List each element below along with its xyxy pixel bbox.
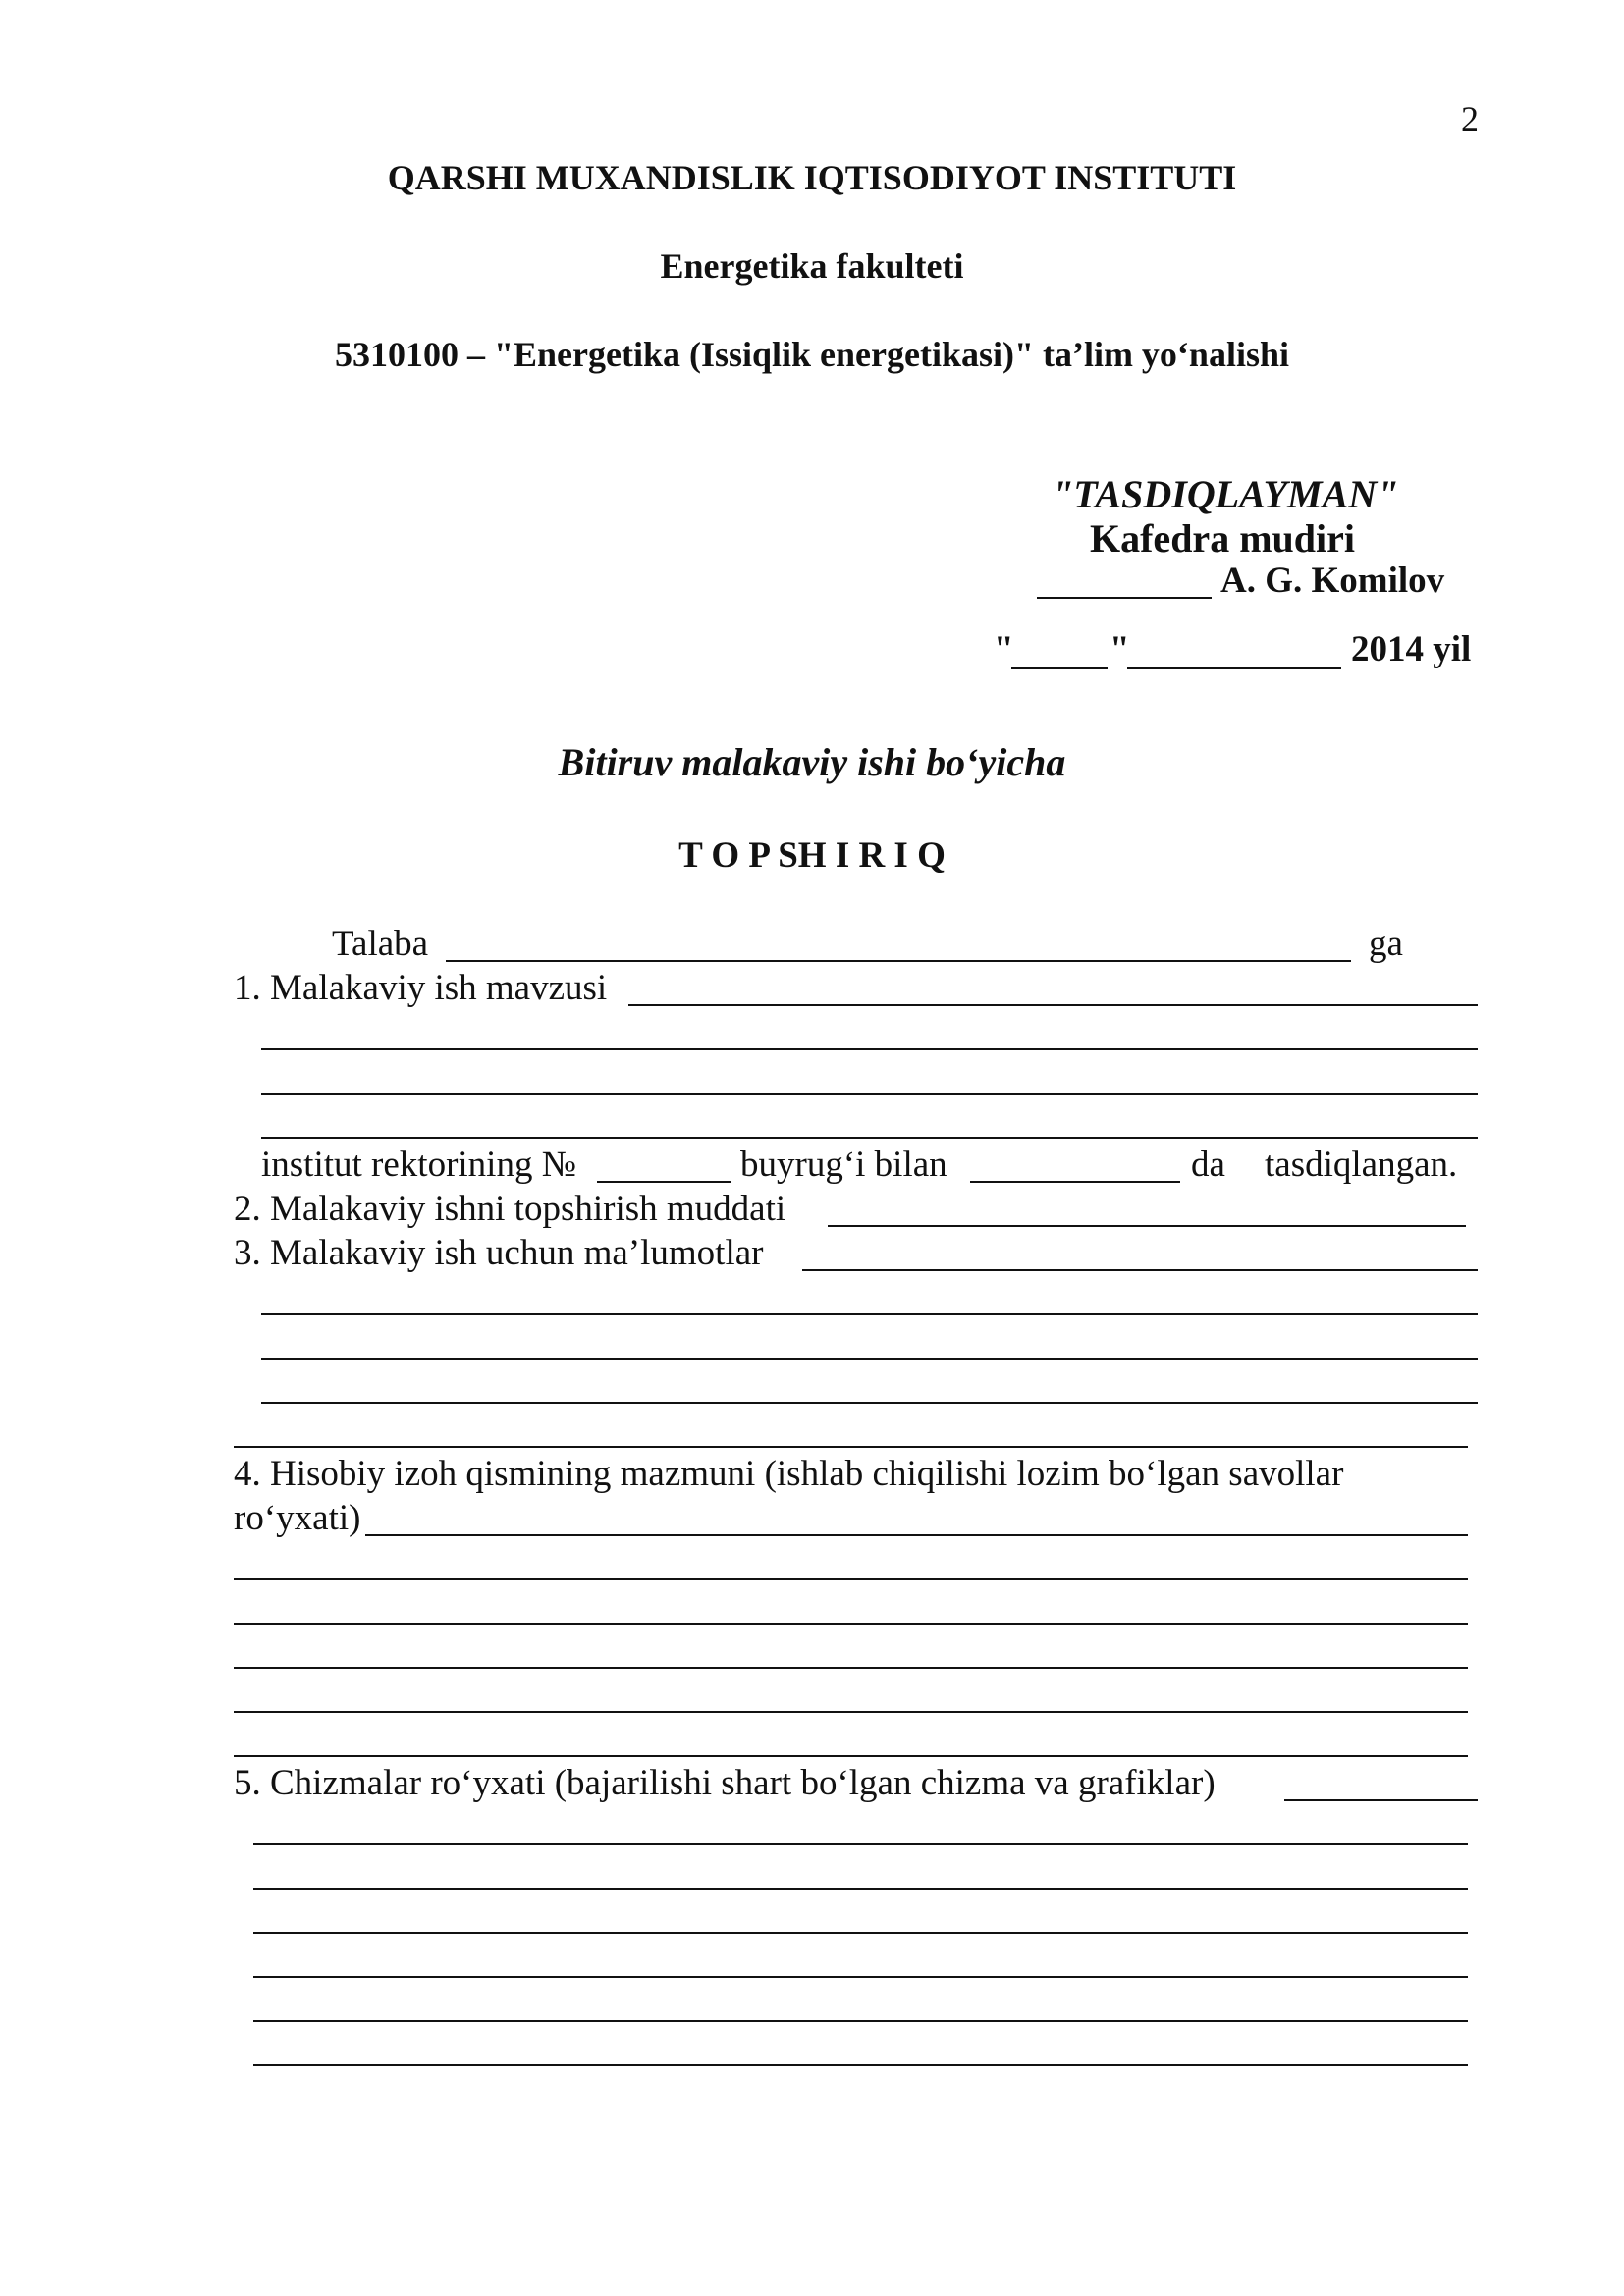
document-title: T O P SH I R I Q: [678, 835, 946, 876]
approval-year: 2014 yil: [1351, 629, 1472, 669]
item5-label: 5. Chizmalar ro‘yxati (bajarilishi shart bo‘lgan chizma va grafiklar): [234, 1763, 1216, 1803]
student-suffix: ga: [1369, 924, 1403, 964]
order-number-line[interactable]: [597, 1181, 731, 1183]
item4-label-line1: 4. Hisobiy izoh qismining mazmuni (ishlab chiqilishi lozim bo‘lgan savollar: [234, 1454, 1344, 1494]
approver-name: A. G. Komilov: [1220, 561, 1445, 601]
document-subtitle: Bitiruv malakaviy ishi bo‘yicha: [558, 740, 1066, 784]
item3-line[interactable]: [802, 1269, 1478, 1271]
institute-name: QARSHI MUXANDISLIK IQTISODIYOT INSTITUTI: [387, 158, 1237, 197]
item1-label: 1. Malakaviy ish mavzusi: [234, 968, 608, 1008]
item1-line[interactable]: [261, 1093, 1478, 1095]
item3-line[interactable]: [234, 1446, 1468, 1448]
order-date-line[interactable]: [970, 1181, 1180, 1183]
date-quote-open: ": [994, 629, 1014, 669]
item3-line[interactable]: [261, 1358, 1478, 1360]
date-quote-close: ": [1110, 629, 1130, 669]
item5-line[interactable]: [253, 2064, 1468, 2066]
date-month-line: [1127, 667, 1341, 669]
item4-line[interactable]: [234, 1711, 1468, 1713]
item2-line[interactable]: [828, 1225, 1466, 1227]
item1-line[interactable]: [261, 1137, 1478, 1139]
item3-line[interactable]: [261, 1313, 1478, 1315]
item4-line[interactable]: [234, 1755, 1468, 1757]
item5-line[interactable]: [253, 1888, 1468, 1890]
item4-label-line2: ro‘yxati): [234, 1498, 361, 1538]
approval-stamp: "TASDIQLAYMAN": [1052, 472, 1399, 516]
order-mid: buyrug‘i bilan: [740, 1145, 947, 1185]
order-prefix: institut rektorining №: [261, 1145, 577, 1185]
page-number: 2: [1461, 99, 1479, 138]
order-da: da: [1191, 1145, 1225, 1185]
item5-line[interactable]: [253, 1976, 1468, 1978]
item1-line[interactable]: [261, 1048, 1478, 1050]
item4-line[interactable]: [234, 1667, 1468, 1669]
item4-line[interactable]: [365, 1534, 1468, 1536]
item3-line[interactable]: [261, 1402, 1478, 1404]
student-name-line[interactable]: [446, 960, 1351, 962]
item1-line[interactable]: [628, 1004, 1478, 1006]
item4-line[interactable]: [234, 1578, 1468, 1580]
order-end: tasdiqlangan.: [1265, 1145, 1458, 1185]
student-label: Talaba: [332, 924, 429, 964]
item5-line[interactable]: [253, 2020, 1468, 2022]
item4-line[interactable]: [234, 1623, 1468, 1625]
item3-label: 3. Malakaviy ish uchun ma’lumotlar: [234, 1233, 764, 1273]
item5-line[interactable]: [253, 1843, 1468, 1845]
date-day-line: [1011, 667, 1108, 669]
approval-position: Kafedra mudiri: [1090, 516, 1355, 561]
item5-line[interactable]: [253, 1932, 1468, 1934]
faculty-name: Energetika fakulteti: [660, 246, 964, 286]
signature-line: [1037, 597, 1212, 599]
item2-label: 2. Malakaviy ishni topshirish muddati: [234, 1189, 786, 1229]
program-title: 5310100 – "Energetika (Issiqlik energetikasi)" ta’lim yo‘nalishi: [335, 335, 1289, 374]
item5-line[interactable]: [1284, 1799, 1478, 1801]
